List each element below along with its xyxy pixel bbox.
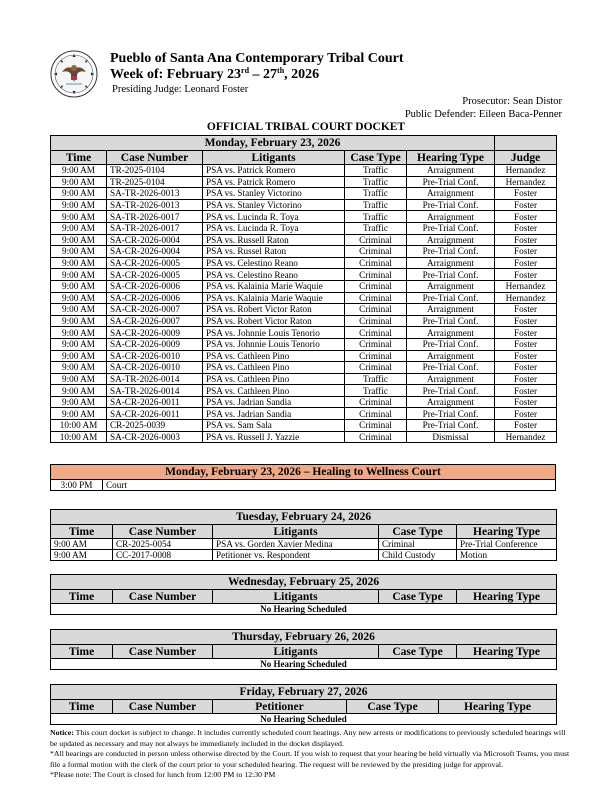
col-litigants: Litigants	[213, 525, 379, 539]
col-case-number: Case Number	[113, 700, 213, 714]
cell-hearing-type: Pre-Trial Conf.	[407, 246, 495, 258]
cell-time: 9:00 AM	[51, 362, 107, 374]
monday-docket-table	[50, 135, 557, 443]
table-row	[51, 211, 557, 223]
cell-hearing-type: Arraignment	[407, 188, 495, 200]
wednesday-docket-table	[50, 574, 557, 615]
notice-body: This court docket is subject to change. It includes currently scheduled court hearings. Any new arrests or modifications to previously scheduled hearings will be updated as necessary and may not always be immediately included in the docket displayed.	[50, 728, 566, 748]
cell-hearing-type: Pre-Trial Conf.	[407, 338, 495, 350]
cell-judge: Foster	[495, 408, 557, 420]
col-case-type: Case Type	[379, 645, 457, 659]
cell-litigants: PSA vs. Russell Raton	[203, 234, 345, 246]
cell-judge: Foster	[495, 257, 557, 269]
col-case-number: Case Number	[107, 151, 203, 165]
cell-case-number: SA-CR-2026-0007	[107, 315, 203, 327]
cell-hearing-type: Pre-Trial Conf.	[407, 292, 495, 304]
cell-hearing-type: Pre-Trial Conf.	[407, 176, 495, 188]
cell-time: 10:00 AM	[51, 431, 107, 443]
cell-time: 9:00 AM	[51, 269, 107, 281]
cell-case-number: SA-CR-2026-0011	[107, 396, 203, 408]
cell-hearing-type: Arraignment	[407, 373, 495, 385]
cell-litigants: PSA vs. Stanley Victorino	[203, 199, 345, 211]
cell-litigants: PSA vs. Kalainia Marie Waquie	[203, 292, 345, 304]
cell-judge: Foster	[495, 350, 557, 362]
cell-judge: Foster	[495, 269, 557, 281]
thursday-docket-table	[50, 629, 557, 670]
cell-time: 9:00 AM	[51, 385, 107, 397]
cell-litigants: PSA vs. Cathleen Pino	[203, 350, 345, 362]
cell-litigants: PSA vs. Russell J. Yazzie	[203, 431, 345, 443]
cell-hearing-type: Arraignment	[407, 396, 495, 408]
cell-case-type: Criminal	[345, 327, 407, 339]
cell-case-type: Criminal	[345, 350, 407, 362]
cell-litigants: PSA vs. Jadrian Sandia	[203, 396, 345, 408]
cell-case-number: SA-CR-2026-0010	[107, 362, 203, 374]
cell-case-type: Criminal	[345, 246, 407, 258]
cell-litigants: Petitioner vs. Respondent	[213, 550, 379, 561]
table-row	[51, 269, 557, 281]
monday-title: Monday, February 23, 2026	[51, 136, 495, 151]
cell-case-number: SA-CR-2026-0005	[107, 257, 203, 269]
col-litigants: Litigants	[213, 645, 379, 659]
cell-judge: Hernandez	[495, 431, 557, 443]
table-row	[51, 350, 557, 362]
table-row	[51, 292, 557, 304]
cell-litigants: PSA vs. Jadrian Sandia	[203, 408, 345, 420]
cell-case-number: SA-CR-2026-0006	[107, 280, 203, 292]
cell-judge: Foster	[495, 327, 557, 339]
col-litigants: Litigants	[203, 151, 345, 165]
cell-case-type: Criminal	[379, 539, 457, 550]
cell-case-type: Criminal	[345, 431, 407, 443]
table-row	[51, 304, 557, 316]
cell-case-number: SA-TR-2026-0017	[107, 211, 203, 223]
no-hearing-scheduled: No Hearing Scheduled	[51, 659, 557, 670]
cell-case-type: Criminal	[345, 315, 407, 327]
col-time: Time	[51, 151, 107, 165]
cell-hearing-type: Arraignment	[407, 280, 495, 292]
cell-case-number: SA-CR-2026-0005	[107, 269, 203, 281]
cell-litigants: PSA vs. Kalainia Marie Waquie	[203, 280, 345, 292]
cell-case-number: SA-CR-2026-0009	[107, 327, 203, 339]
no-hearing-scheduled: No Hearing Scheduled	[51, 714, 557, 725]
cell-litigants: PSA vs. Cathleen Pino	[203, 362, 345, 374]
cell-case-number: CR-2025-0054	[113, 539, 213, 550]
prosecutor: Prosecutor: Sean Distor	[462, 96, 562, 107]
cell-time: 9:00 AM	[51, 280, 107, 292]
tuesday-title: Tuesday, February 24, 2026	[51, 510, 557, 525]
cell-judge: Foster	[495, 246, 557, 258]
week-start-suffix: rd	[241, 66, 250, 75]
cell-hearing-type: Arraignment	[407, 327, 495, 339]
cell-case-number: CR-2025-0039	[107, 420, 203, 432]
cell-case-number: SA-TR-2026-0013	[107, 199, 203, 211]
cell-case-type: Criminal	[345, 420, 407, 432]
cell-case-number: SA-TR-2026-0014	[107, 385, 203, 397]
cell-time: 10:00 AM	[51, 420, 107, 432]
wellness-time: 3:00 PM	[51, 480, 103, 491]
table-row	[51, 338, 557, 350]
cell-hearing-type: Arraignment	[407, 211, 495, 223]
cell-litigants: PSA vs. Sam Sala	[203, 420, 345, 432]
cell-litigants: PSA vs. Patrick Romero	[203, 165, 345, 177]
cell-time: 9:00 AM	[51, 539, 113, 550]
lunch-closure-note: *Please note: The Court is closed for lunch from 12:00 PM to 12:30 PM	[50, 770, 276, 779]
thursday-title: Thursday, February 26, 2026	[51, 630, 557, 645]
col-judge: Judge	[495, 151, 557, 165]
table-row	[51, 257, 557, 269]
week-end-suffix: th	[277, 66, 285, 75]
table-row	[51, 420, 557, 432]
cell-litigants: PSA vs. Lucinda R. Toya	[203, 222, 345, 234]
cell-judge: Foster	[495, 234, 557, 246]
cell-case-number: SA-CR-2026-0010	[107, 350, 203, 362]
cell-hearing-type: Pre-Trial Conference	[457, 539, 557, 550]
cell-case-number: SA-CR-2026-0009	[107, 338, 203, 350]
cell-case-type: Criminal	[345, 257, 407, 269]
wellness-court-table	[50, 464, 556, 491]
col-case-number: Case Number	[113, 525, 213, 539]
cell-case-type: Criminal	[345, 269, 407, 281]
cell-hearing-type: Arraignment	[407, 165, 495, 177]
col-time: Time	[51, 645, 113, 659]
week-end: – 27	[249, 67, 278, 82]
cell-litigants: PSA vs. Johnnie Louis Tenorio	[203, 338, 345, 350]
presiding-judge: Presiding Judge: Leonard Foster	[112, 84, 249, 95]
cell-litigants: PSA vs. Celestino Reano	[203, 269, 345, 281]
col-time: Time	[51, 525, 113, 539]
col-case-number: Case Number	[113, 645, 213, 659]
cell-judge: Foster	[495, 315, 557, 327]
cell-judge: Foster	[495, 199, 557, 211]
table-row	[51, 396, 557, 408]
cell-case-type: Criminal	[345, 234, 407, 246]
col-litigants: Litigants	[213, 590, 379, 604]
col-petitioner: Petitioner	[213, 700, 347, 714]
cell-hearing-type: Pre-Trial Conf.	[407, 315, 495, 327]
table-row	[51, 246, 557, 258]
cell-time: 9:00 AM	[51, 315, 107, 327]
cell-judge: Foster	[495, 304, 557, 316]
col-time: Time	[51, 700, 113, 714]
cell-judge: Hernandez	[495, 165, 557, 177]
cell-time: 9:00 AM	[51, 165, 107, 177]
cell-case-number: SA-CR-2026-0003	[107, 431, 203, 443]
cell-time: 9:00 AM	[51, 234, 107, 246]
cell-time: 9:00 AM	[51, 246, 107, 258]
tuesday-docket-table	[50, 509, 557, 561]
cell-judge: Foster	[495, 362, 557, 374]
cell-case-type: Traffic	[345, 188, 407, 200]
cell-litigants: PSA vs. Patrick Romero	[203, 176, 345, 188]
table-row	[51, 315, 557, 327]
cell-litigants: PSA vs. Stanley Victorino	[203, 188, 345, 200]
cell-case-type: Criminal	[345, 304, 407, 316]
cell-case-type: Traffic	[345, 373, 407, 385]
wellness-description: Court	[103, 480, 556, 491]
col-case-type: Case Type	[347, 700, 439, 714]
wellness-title: Monday, February 23, 2026 – Healing to Wellness Court	[51, 465, 556, 480]
cell-time: 9:00 AM	[51, 211, 107, 223]
cell-case-number: SA-CR-2026-0006	[107, 292, 203, 304]
public-defender: Public Defender: Eileen Baca-Penner	[404, 109, 562, 120]
col-time: Time	[51, 590, 113, 604]
cell-time: 9:00 AM	[51, 257, 107, 269]
table-row	[51, 165, 557, 177]
col-case-type: Case Type	[345, 151, 407, 165]
cell-judge: Hernandez	[495, 280, 557, 292]
cell-hearing-type: Arraignment	[407, 234, 495, 246]
cell-judge: Foster	[495, 222, 557, 234]
table-row	[51, 480, 556, 491]
friday-title: Friday, February 27, 2026	[51, 685, 557, 700]
table-row	[51, 280, 557, 292]
table-row	[51, 550, 557, 561]
cell-case-number: SA-CR-2026-0004	[107, 246, 203, 258]
cell-hearing-type: Pre-Trial Conf.	[407, 222, 495, 234]
cell-litigants: PSA vs. Robert Victor Raton	[203, 315, 345, 327]
table-row	[51, 327, 557, 339]
cell-case-number: SA-TR-2026-0014	[107, 373, 203, 385]
cell-case-number: SA-TR-2026-0013	[107, 188, 203, 200]
cell-case-number: TR-2025-0104	[107, 176, 203, 188]
cell-time: 9:00 AM	[51, 304, 107, 316]
cell-hearing-type: Pre-Trial Conf.	[407, 420, 495, 432]
cell-hearing-type: Pre-Trial Conf.	[407, 362, 495, 374]
cell-case-type: Traffic	[345, 211, 407, 223]
cell-case-number: SA-CR-2026-0007	[107, 304, 203, 316]
cell-judge: Foster	[495, 373, 557, 385]
week-start: Week of: February 23	[110, 67, 242, 82]
cell-case-type: Traffic	[345, 165, 407, 177]
tribal-court-seal-icon	[50, 50, 98, 98]
week-of	[110, 67, 319, 83]
cell-hearing-type: Pre-Trial Conf.	[407, 199, 495, 211]
virtual-hearing-note: *All hearings are conducted in person unless otherwise directed by the Court. If you wish to request that your hearing be held virtually via Microsoft Teams, you must file a formal motion with the clerk of the court prior to your scheduled hearing. The request will be reviewed by the presiding judge for approval.	[50, 749, 570, 769]
cell-time: 9:00 AM	[51, 396, 107, 408]
table-row	[51, 373, 557, 385]
no-hearing-scheduled: No Hearing Scheduled	[51, 604, 557, 615]
cell-case-number: SA-TR-2026-0017	[107, 222, 203, 234]
cell-time: 9:00 AM	[51, 176, 107, 188]
cell-judge: Foster	[495, 188, 557, 200]
table-row	[51, 408, 557, 420]
week-year: , 2026	[284, 67, 320, 82]
cell-time: 9:00 AM	[51, 199, 107, 211]
col-hearing-type: Hearing Type	[407, 151, 495, 165]
cell-time: 9:00 AM	[51, 373, 107, 385]
cell-case-type: Criminal	[345, 280, 407, 292]
table-row	[51, 234, 557, 246]
cell-judge: Hernandez	[495, 176, 557, 188]
cell-time: 9:00 AM	[51, 292, 107, 304]
col-hearing-type: Hearing Type	[439, 700, 557, 714]
cell-case-type: Traffic	[345, 385, 407, 397]
cell-time: 9:00 AM	[51, 188, 107, 200]
wednesday-title: Wednesday, February 25, 2026	[51, 575, 557, 590]
cell-hearing-type: Arraignment	[407, 304, 495, 316]
cell-case-type: Traffic	[345, 199, 407, 211]
table-row	[51, 199, 557, 211]
cell-litigants: PSA vs. Celestino Reano	[203, 257, 345, 269]
cell-judge: Foster	[495, 396, 557, 408]
cell-hearing-type: Pre-Trial Conf.	[407, 269, 495, 281]
cell-litigants: PSA vs. Robert Victor Raton	[203, 304, 345, 316]
monday-rows	[51, 165, 557, 443]
col-case-type: Case Type	[379, 525, 457, 539]
cell-case-type: Traffic	[345, 176, 407, 188]
table-row	[51, 362, 557, 374]
col-hearing-type: Hearing Type	[457, 645, 557, 659]
notice-text	[50, 728, 570, 749]
cell-case-type: Child Custody	[379, 550, 457, 561]
col-hearing-type: Hearing Type	[457, 590, 557, 604]
cell-case-type: Traffic	[345, 222, 407, 234]
cell-case-type: Criminal	[345, 396, 407, 408]
col-case-type: Case Type	[379, 590, 457, 604]
cell-litigants: PSA vs. Johnnie Louis Tenorio	[203, 327, 345, 339]
cell-litigants: PSA vs. Russel Raton	[203, 246, 345, 258]
table-row	[51, 188, 557, 200]
cell-judge: Foster	[495, 420, 557, 432]
cell-judge: Foster	[495, 385, 557, 397]
docket-title: OFFICIAL TRIBAL COURT DOCKET	[206, 121, 406, 133]
monday-title-blank	[495, 136, 557, 151]
cell-time: 9:00 AM	[51, 408, 107, 420]
cell-judge: Foster	[495, 338, 557, 350]
cell-litigants: PSA vs. Cathleen Pino	[203, 373, 345, 385]
notice-section	[50, 728, 570, 781]
cell-case-number: SA-CR-2026-0004	[107, 234, 203, 246]
cell-time: 9:00 AM	[51, 550, 113, 561]
table-row	[51, 431, 557, 443]
cell-case-type: Criminal	[345, 362, 407, 374]
cell-litigants: PSA vs. Cathleen Pino	[203, 385, 345, 397]
cell-judge: Foster	[495, 211, 557, 223]
cell-case-type: Criminal	[345, 292, 407, 304]
cell-hearing-type: Pre-Trial Conf.	[407, 408, 495, 420]
cell-judge: Hernandez	[495, 292, 557, 304]
table-row	[51, 176, 557, 188]
cell-time: 9:00 AM	[51, 338, 107, 350]
cell-hearing-type: Arraignment	[407, 350, 495, 362]
cell-time: 9:00 AM	[51, 350, 107, 362]
col-hearing-type: Hearing Type	[457, 525, 557, 539]
notice-label: Notice:	[50, 728, 74, 737]
cell-time: 9:00 AM	[51, 222, 107, 234]
cell-case-number: SA-CR-2026-0011	[107, 408, 203, 420]
table-row	[51, 539, 557, 550]
table-row	[51, 385, 557, 397]
court-name: Pueblo of Santa Ana Contemporary Tribal Court	[110, 51, 404, 66]
cell-litigants: PSA vs. Lucinda R. Toya	[203, 211, 345, 223]
cell-case-type: Criminal	[345, 408, 407, 420]
cell-hearing-type: Pre-Trial Conf.	[407, 385, 495, 397]
table-row	[51, 222, 557, 234]
cell-litigants: PSA vs. Gorden Xavier Medina	[213, 539, 379, 550]
cell-hearing-type: Arraignment	[407, 257, 495, 269]
friday-docket-table	[50, 684, 557, 725]
cell-time: 9:00 AM	[51, 327, 107, 339]
cell-hearing-type: Motion	[457, 550, 557, 561]
cell-hearing-type: Dismissal	[407, 431, 495, 443]
cell-case-number: CC-2017-0008	[113, 550, 213, 561]
cell-case-type: Criminal	[345, 338, 407, 350]
cell-case-number: TR-2025-0104	[107, 165, 203, 177]
col-case-number: Case Number	[113, 590, 213, 604]
